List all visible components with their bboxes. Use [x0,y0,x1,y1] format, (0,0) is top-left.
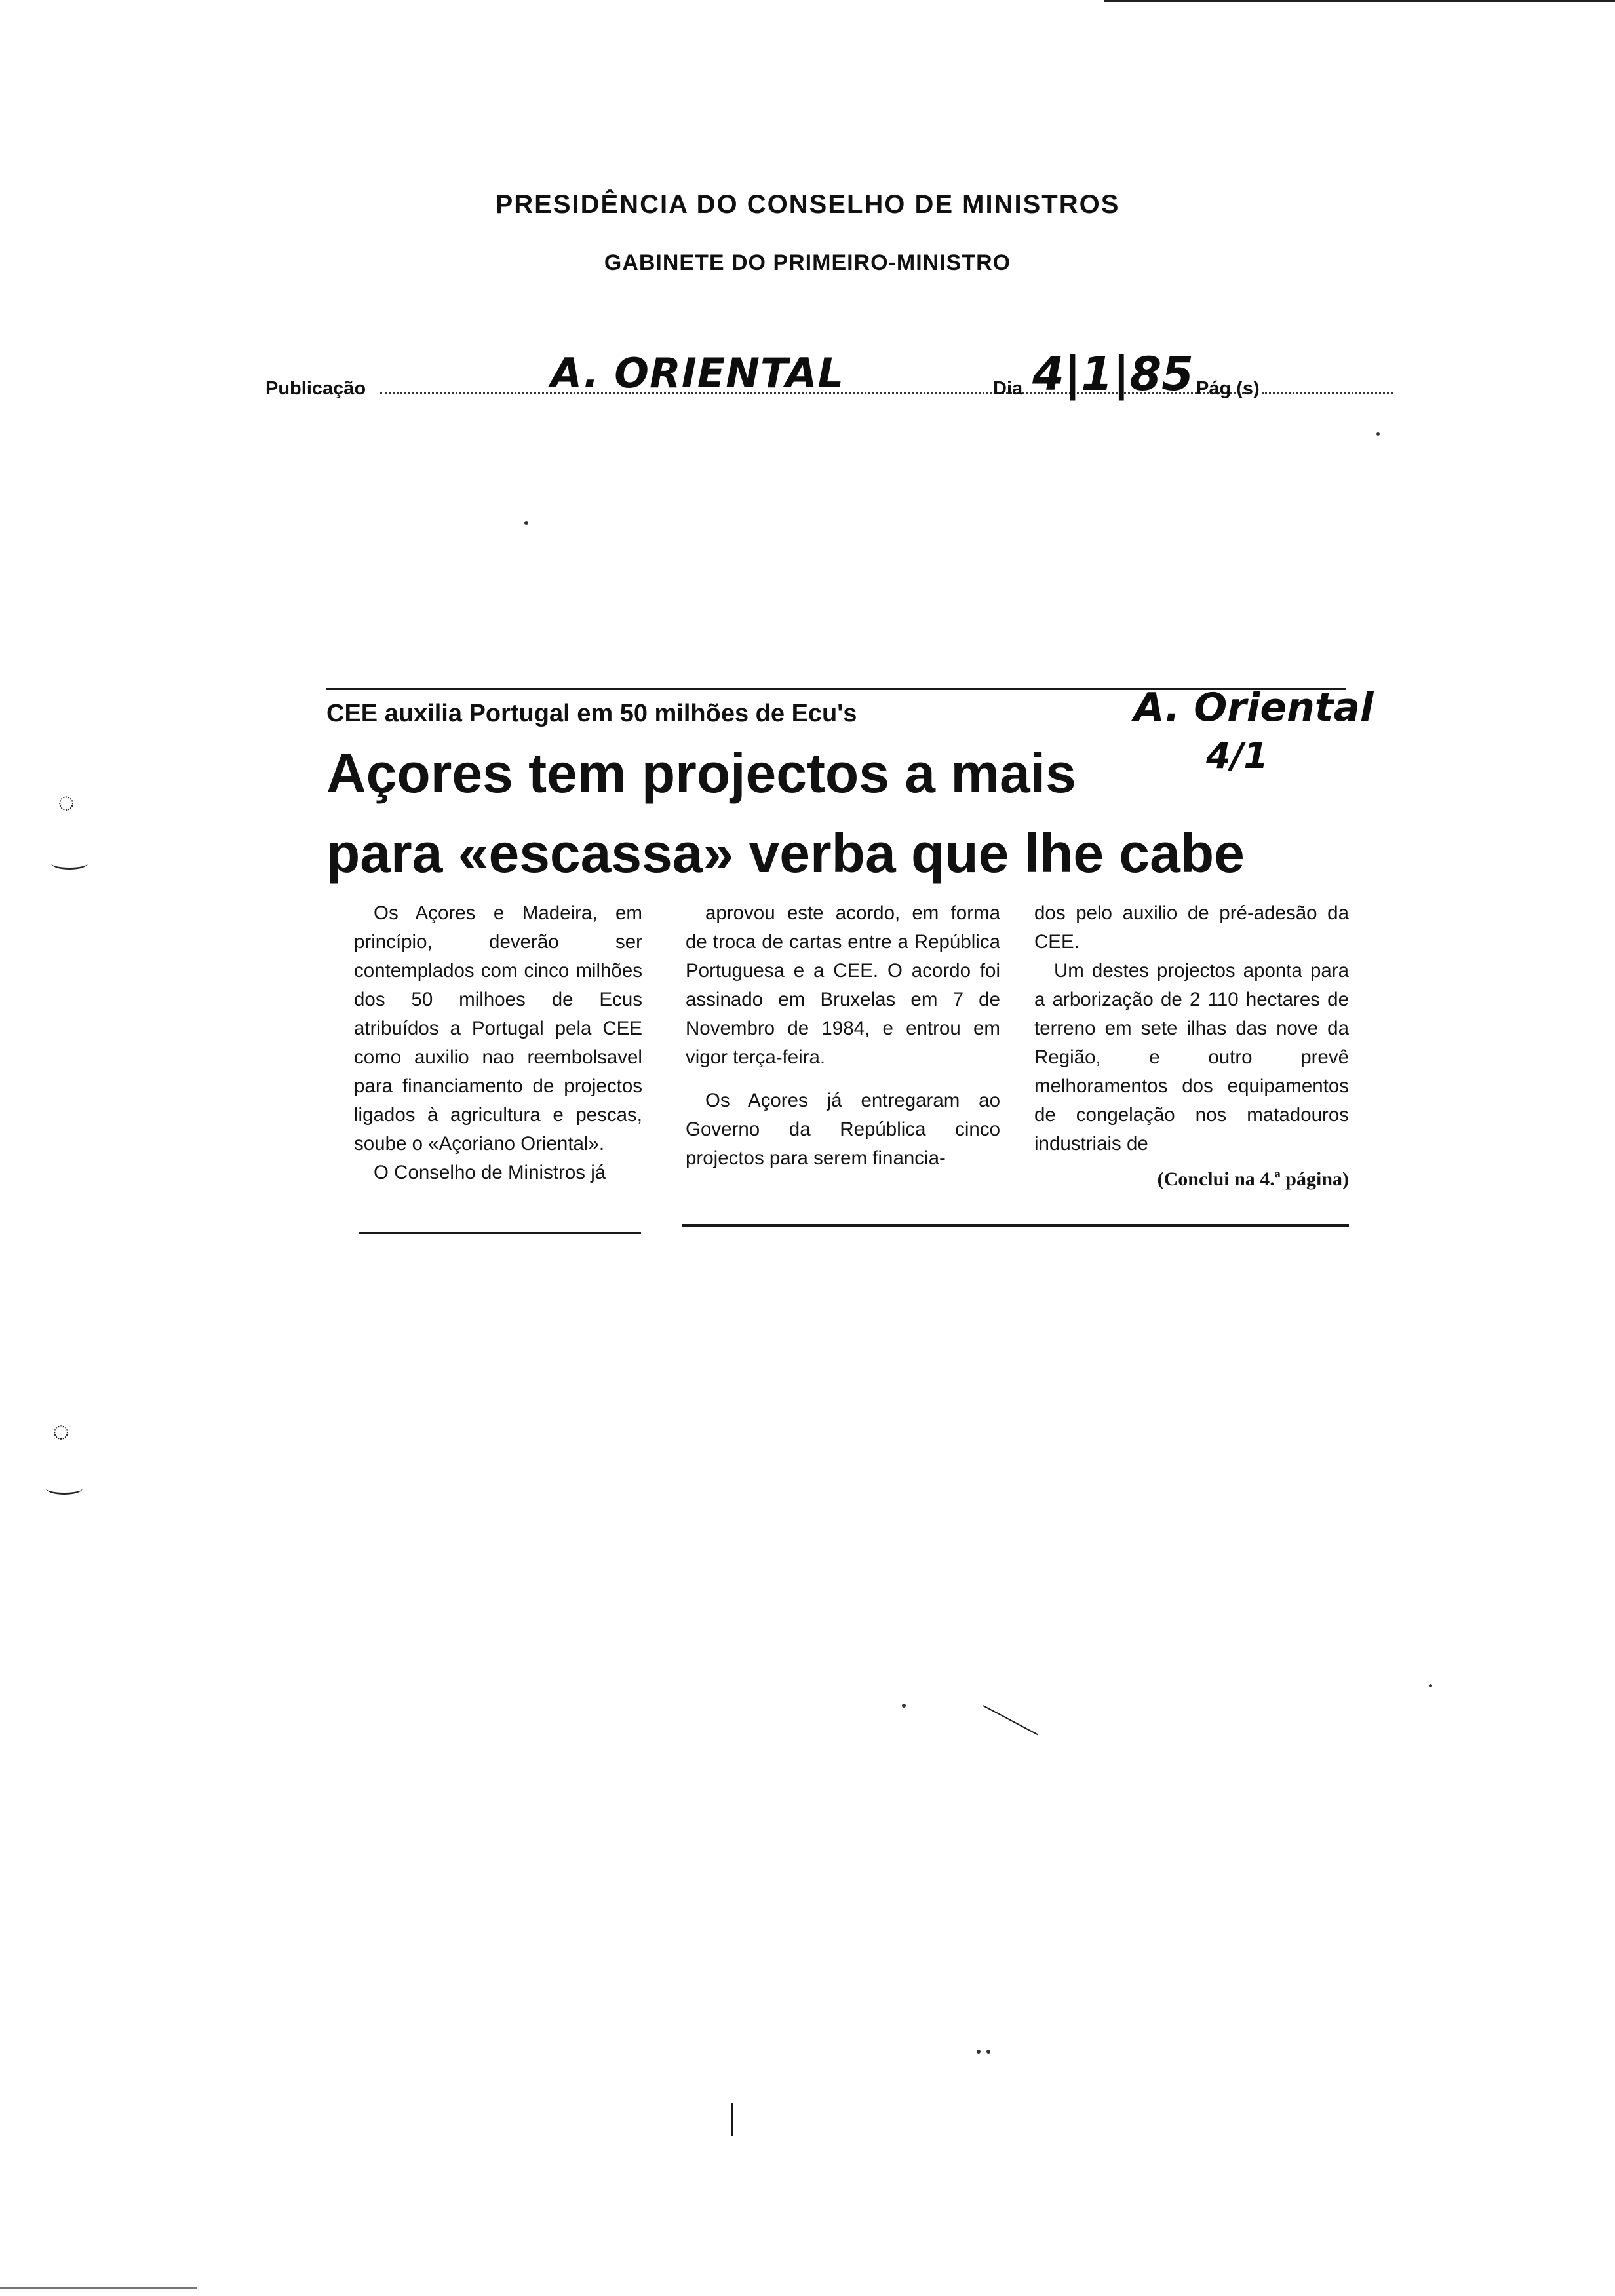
scan-speck [986,2050,990,2054]
binder-hole-icon: ◌ [58,786,75,818]
publicacao-handwritten-value: A. ORIENTAL [551,349,844,397]
scan-speck [1429,1684,1432,1687]
pags-dotted-line [1262,392,1393,394]
binder-hole-icon: ◌ [52,1415,70,1447]
continuation-note: (Conclui na 4.ª página) [1157,1168,1349,1190]
col2-paragraph: aprovou este acordo, em forma de troca de cartas entre a República Portuguesa e a CEE. O acordo foi assinado em Bruxelas em 7 de Novembro de 1984, e entrou em vigor terça-feira. [686,902,1000,1068]
publicacao-label: Publicação [265,378,366,399]
dia-handwritten-value: 4|1|85 [1032,347,1194,401]
article-headline-line2: para «escassa» verba que lhe cabe [326,822,1245,884]
article-column-2 [686,899,1000,1173]
binder-arc [46,1482,83,1495]
col1-paragraph: Os Açores e Madeira, em princípio, deverão ser contemplados com cinco milhões dos 50 milhoes de Ecus atribuídos a Portugal pela CEE como auxilio nao reembolsavel para financiamento de projectos ligados à agricultura e pescas, soube o «Açoriano Oriental». [354,902,642,1155]
scan-speck [977,2050,981,2054]
article-column-1 [354,899,642,1187]
col3-paragraph: dos pelo auxilio de pré-adesão da CEE. [1034,902,1349,953]
scan-stray-stroke [731,2103,733,2136]
col3-paragraph: Um destes projectos aponta para a arborização de 2 110 hectares de terreno em sete ilhas das nove da Região, e outro prevê melhoramentos dos equipamentos de congelação nos matadouros industriais de [1034,960,1349,1155]
article-headline-line1: Açores tem projectos a mais [326,742,1076,804]
scan-speck [1376,432,1380,436]
scan-bottom-edge [0,2287,197,2289]
office-title: PRESIDÊNCIA DO CONSELHO DE MINISTROS [495,190,1120,219]
pags-label: Pág (s) [1196,378,1260,399]
scan-edge-line [0,0,1615,3]
scan-stray-stroke [983,1705,1039,1735]
article-column-3 [1034,899,1349,1194]
col1-paragraph: O Conselho de Ministros já [374,1162,606,1183]
scan-speck [902,1704,906,1708]
publication-form-row [265,347,1393,406]
col2-paragraph: Os Açores já entregaram ao Governo da República cinco projectos para serem financia- [686,1090,1000,1169]
column-bottom-rule [359,1232,641,1234]
article-bottom-rule [682,1224,1349,1227]
scan-speck [524,521,528,525]
binder-arc [51,857,88,870]
handwritten-source-note: A. Oriental [1134,685,1374,731]
office-subtitle: GABINETE DO PRIMEIRO-MINISTRO [604,250,1011,275]
article-kicker: CEE auxilia Portugal em 50 milhões de Ecu's [326,700,857,727]
dia-label: Dia [993,378,1023,399]
handwritten-date-note: 4/1 [1206,735,1268,776]
